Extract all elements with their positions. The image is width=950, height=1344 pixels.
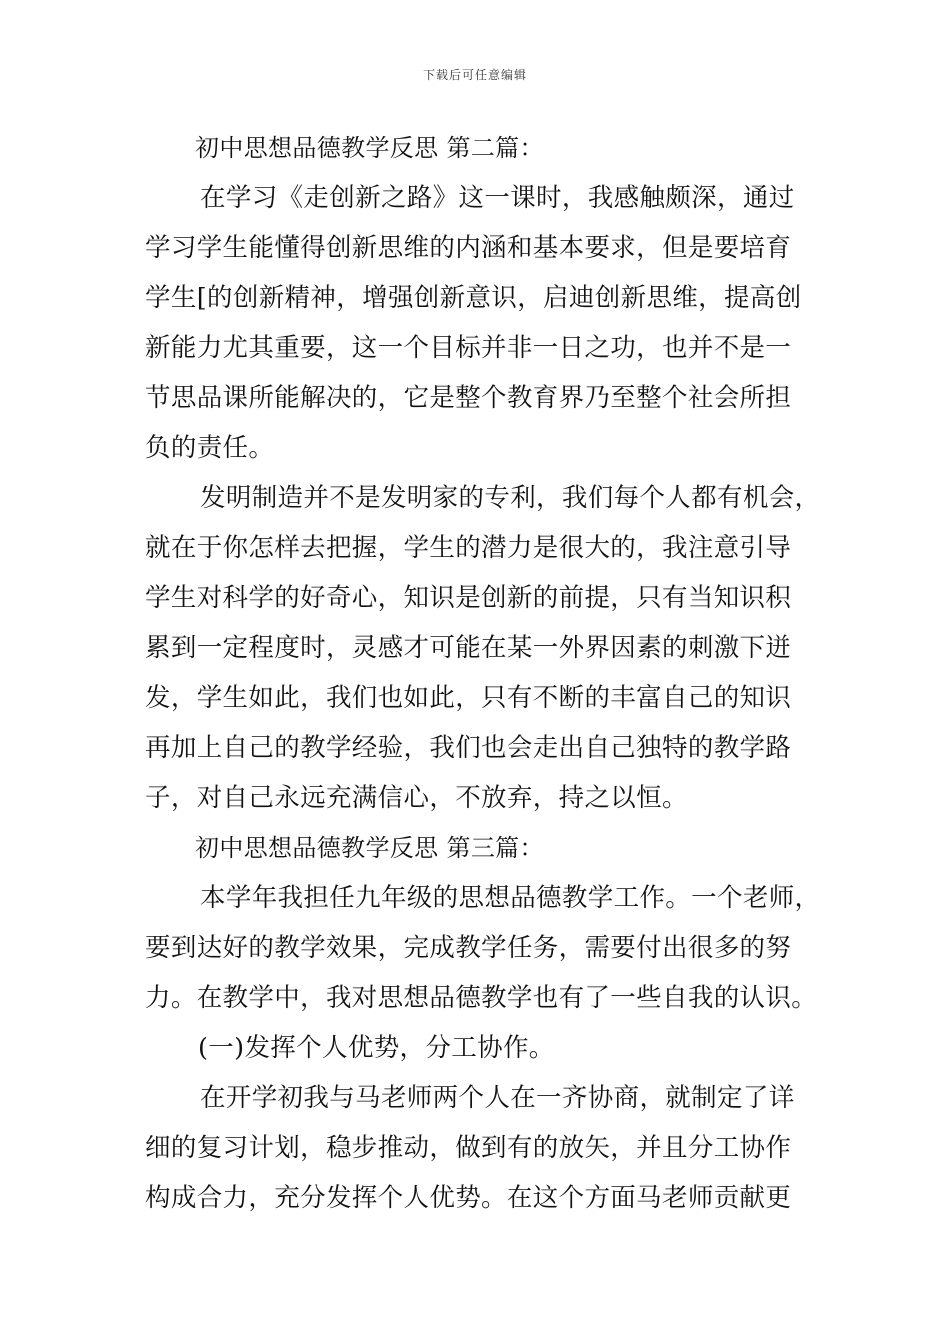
- header-note: 下载后可任意编辑: [422, 68, 527, 82]
- paragraph-line: 就在于你怎样去把握，学生的潜力是很大的，我注意引导: [145, 533, 792, 563]
- paragraph-line: 构成合力，充分发挥个人优势。在这个方面马老师贡献更: [145, 1183, 792, 1213]
- paragraph-line: 在开学初我与马老师两个人在一齐协商，就制定了详: [200, 1083, 795, 1113]
- paragraph-line: 学习学生能懂得创新思维的内涵和基本要求，但是要培育: [145, 233, 792, 263]
- paragraph-line: 要到达好的教学效果，完成教学任务，需要付出很多的努: [145, 933, 792, 963]
- paragraph-line: 本学年我担任九年级的思想品德教学工作。一个老师，: [200, 883, 821, 913]
- section-heading-2: 初中思想品德教学反思 第二篇：: [195, 134, 544, 162]
- paragraph-line: 在学习《走创新之路》这一课时，我感触颇深，通过: [200, 183, 795, 213]
- paragraph-line: 学生[的创新精神，增强创新意识，启迪创新思维，提高创: [145, 283, 802, 313]
- paragraph-line: 发，学生如此，我们也如此，只有不断的丰富自己的知识: [145, 683, 792, 713]
- paragraph-line: 力。在教学中，我对思想品德教学也有了一些自我的认识。: [145, 983, 818, 1013]
- subheading: (一)发挥个人优势，分工协作。: [198, 1033, 555, 1063]
- paragraph-line: 新能力尤其重要，这一个目标并非一日之功，也并不是一: [145, 333, 792, 363]
- paragraph-line: 负的责任。: [145, 433, 275, 463]
- paragraph-line: 学生对科学的好奇心，知识是创新的前提，只有当知识积: [145, 583, 792, 613]
- paragraph-line: 累到一定程度时，灵感才可能在某一外界因素的刺激下迸: [145, 633, 792, 663]
- paragraph-line: 子，对自己永远充满信心，不放弃，持之以恒。: [145, 783, 688, 813]
- paragraph-line: 再加上自己的教学经验，我们也会走出自己独特的教学路: [145, 733, 792, 763]
- paragraph-line: 细的复习计划，稳步推动，做到有的放矢，并且分工协作: [145, 1133, 792, 1163]
- paragraph-line: 发明制造并不是发明家的专利，我们每个人都有机会，: [200, 483, 821, 513]
- section-heading-3: 初中思想品德教学反思 第三篇：: [195, 834, 544, 862]
- paragraph-line: 节思品课所能解决的，它是整个教育界乃至整个社会所担: [145, 383, 792, 413]
